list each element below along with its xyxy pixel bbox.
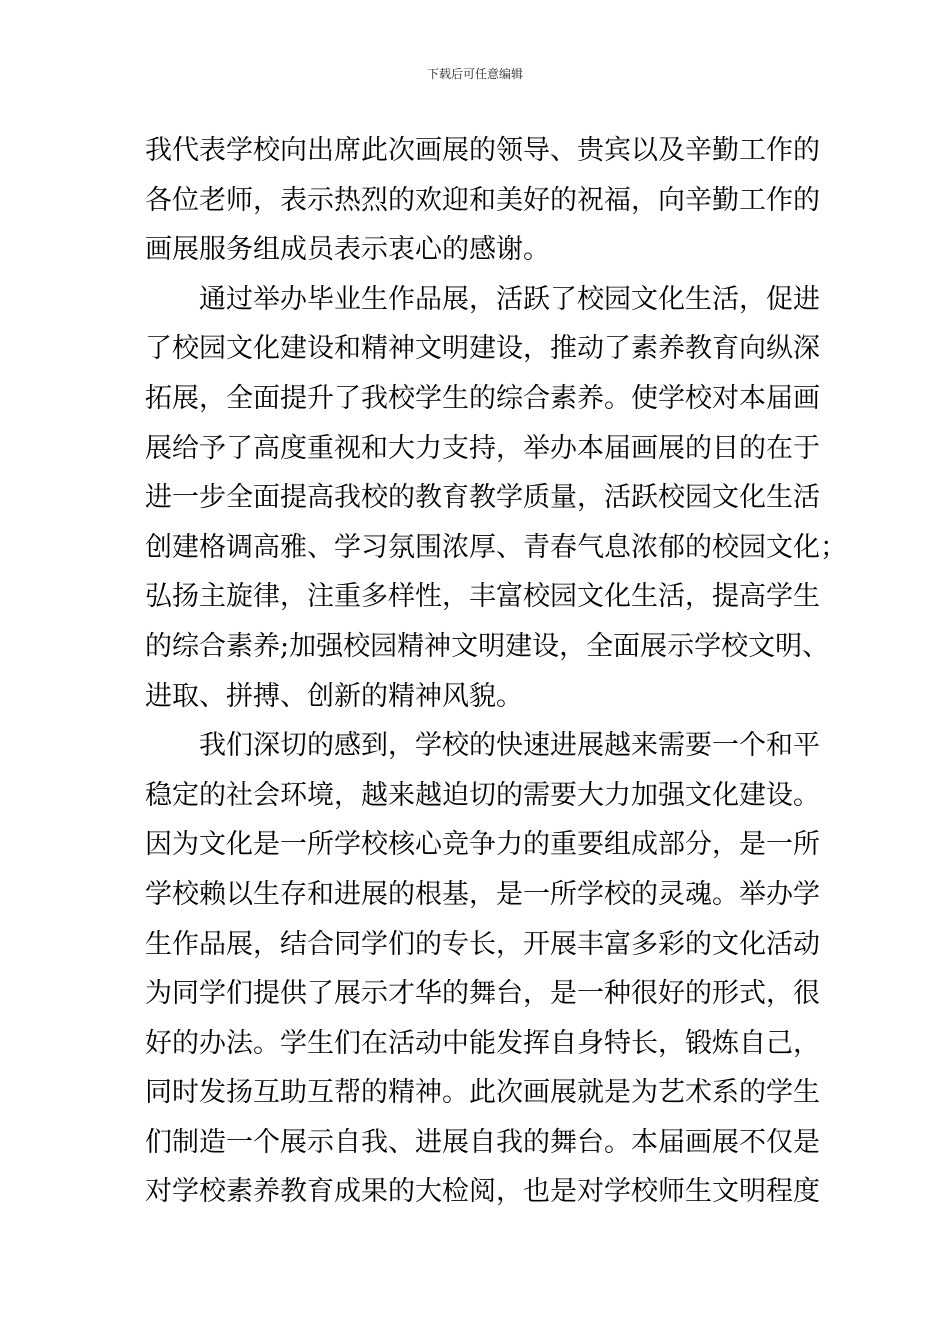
text-line: 我代表学校向出席此次画展的领导、贵宾以及辛勤工作的 [145,135,820,166]
text-line: 为同学们提供了展示才华的舞台，是一种很好的形式，很 [145,978,820,1010]
paragraph-3 [145,721,820,1217]
document-body [145,126,847,1217]
text-line: 的综合素养;加强校园精神文明建设，全面展示学校文明、 [145,630,830,662]
text-line: 生作品展，结合同学们的专长，开展丰富多彩的文化活动 [145,928,820,960]
paragraph-1 [145,126,820,275]
text-line: 稳定的社会环境，越来越迫切的需要大力加强文化建设。 [145,779,820,811]
text-line: 了校园文化建设和精神文明建设，推动了素养教育向纵深 [145,333,820,365]
text-line: 学校赖以生存和进展的根基，是一所学校的灵魂。举办学 [145,878,820,910]
text-line: 展给予了高度重视和大力支持，举办本届画展的目的在于 [145,432,820,464]
text-line: 创建格调高雅、学习氛围浓厚、青春气息浓郁的校园文化； [145,531,847,563]
text-line: 同时发扬互助互帮的精神。此次画展就是为艺术系的学生 [145,1077,820,1109]
text-line: 对学校素养教育成果的大检阅，也是对学校师生文明程度 [145,1176,820,1208]
text-line: 画展服务组成员表示衷心的感谢。 [145,234,550,266]
text-line: 进取、拼搏、创新的精神风貌。 [145,680,523,712]
text-line: 因为文化是一所学校核心竞争力的重要组成部分，是一所 [145,829,820,861]
page-header: 下载后可任意编辑 [426,67,523,81]
text-line: 拓展，全面提升了我校学生的综合素养。使学校对本届画 [145,382,820,414]
text-line: 进一步全面提高我校的教育教学质量，活跃校园文化生活 [145,482,820,514]
text-line: 弘扬主旋律，注重多样性，丰富校园文化生活，提高学生 [145,581,820,613]
text-line: 好的办法。学生们在活动中能发挥自身特长，锻炼自己， [145,1027,820,1059]
paragraph-2 [145,275,847,721]
text-line: 通过举办毕业生作品展，活跃了校园文化生活，促进 [199,283,820,315]
text-line: 们制造一个展示自我、进展自我的舞台。本届画展不仅是 [145,1126,820,1158]
text-line: 我们深切的感到，学校的快速进展越来需要一个和平 [199,730,820,762]
text-line: 各位老师，表示热烈的欢迎和美好的祝福，向辛勤工作的 [145,184,820,216]
